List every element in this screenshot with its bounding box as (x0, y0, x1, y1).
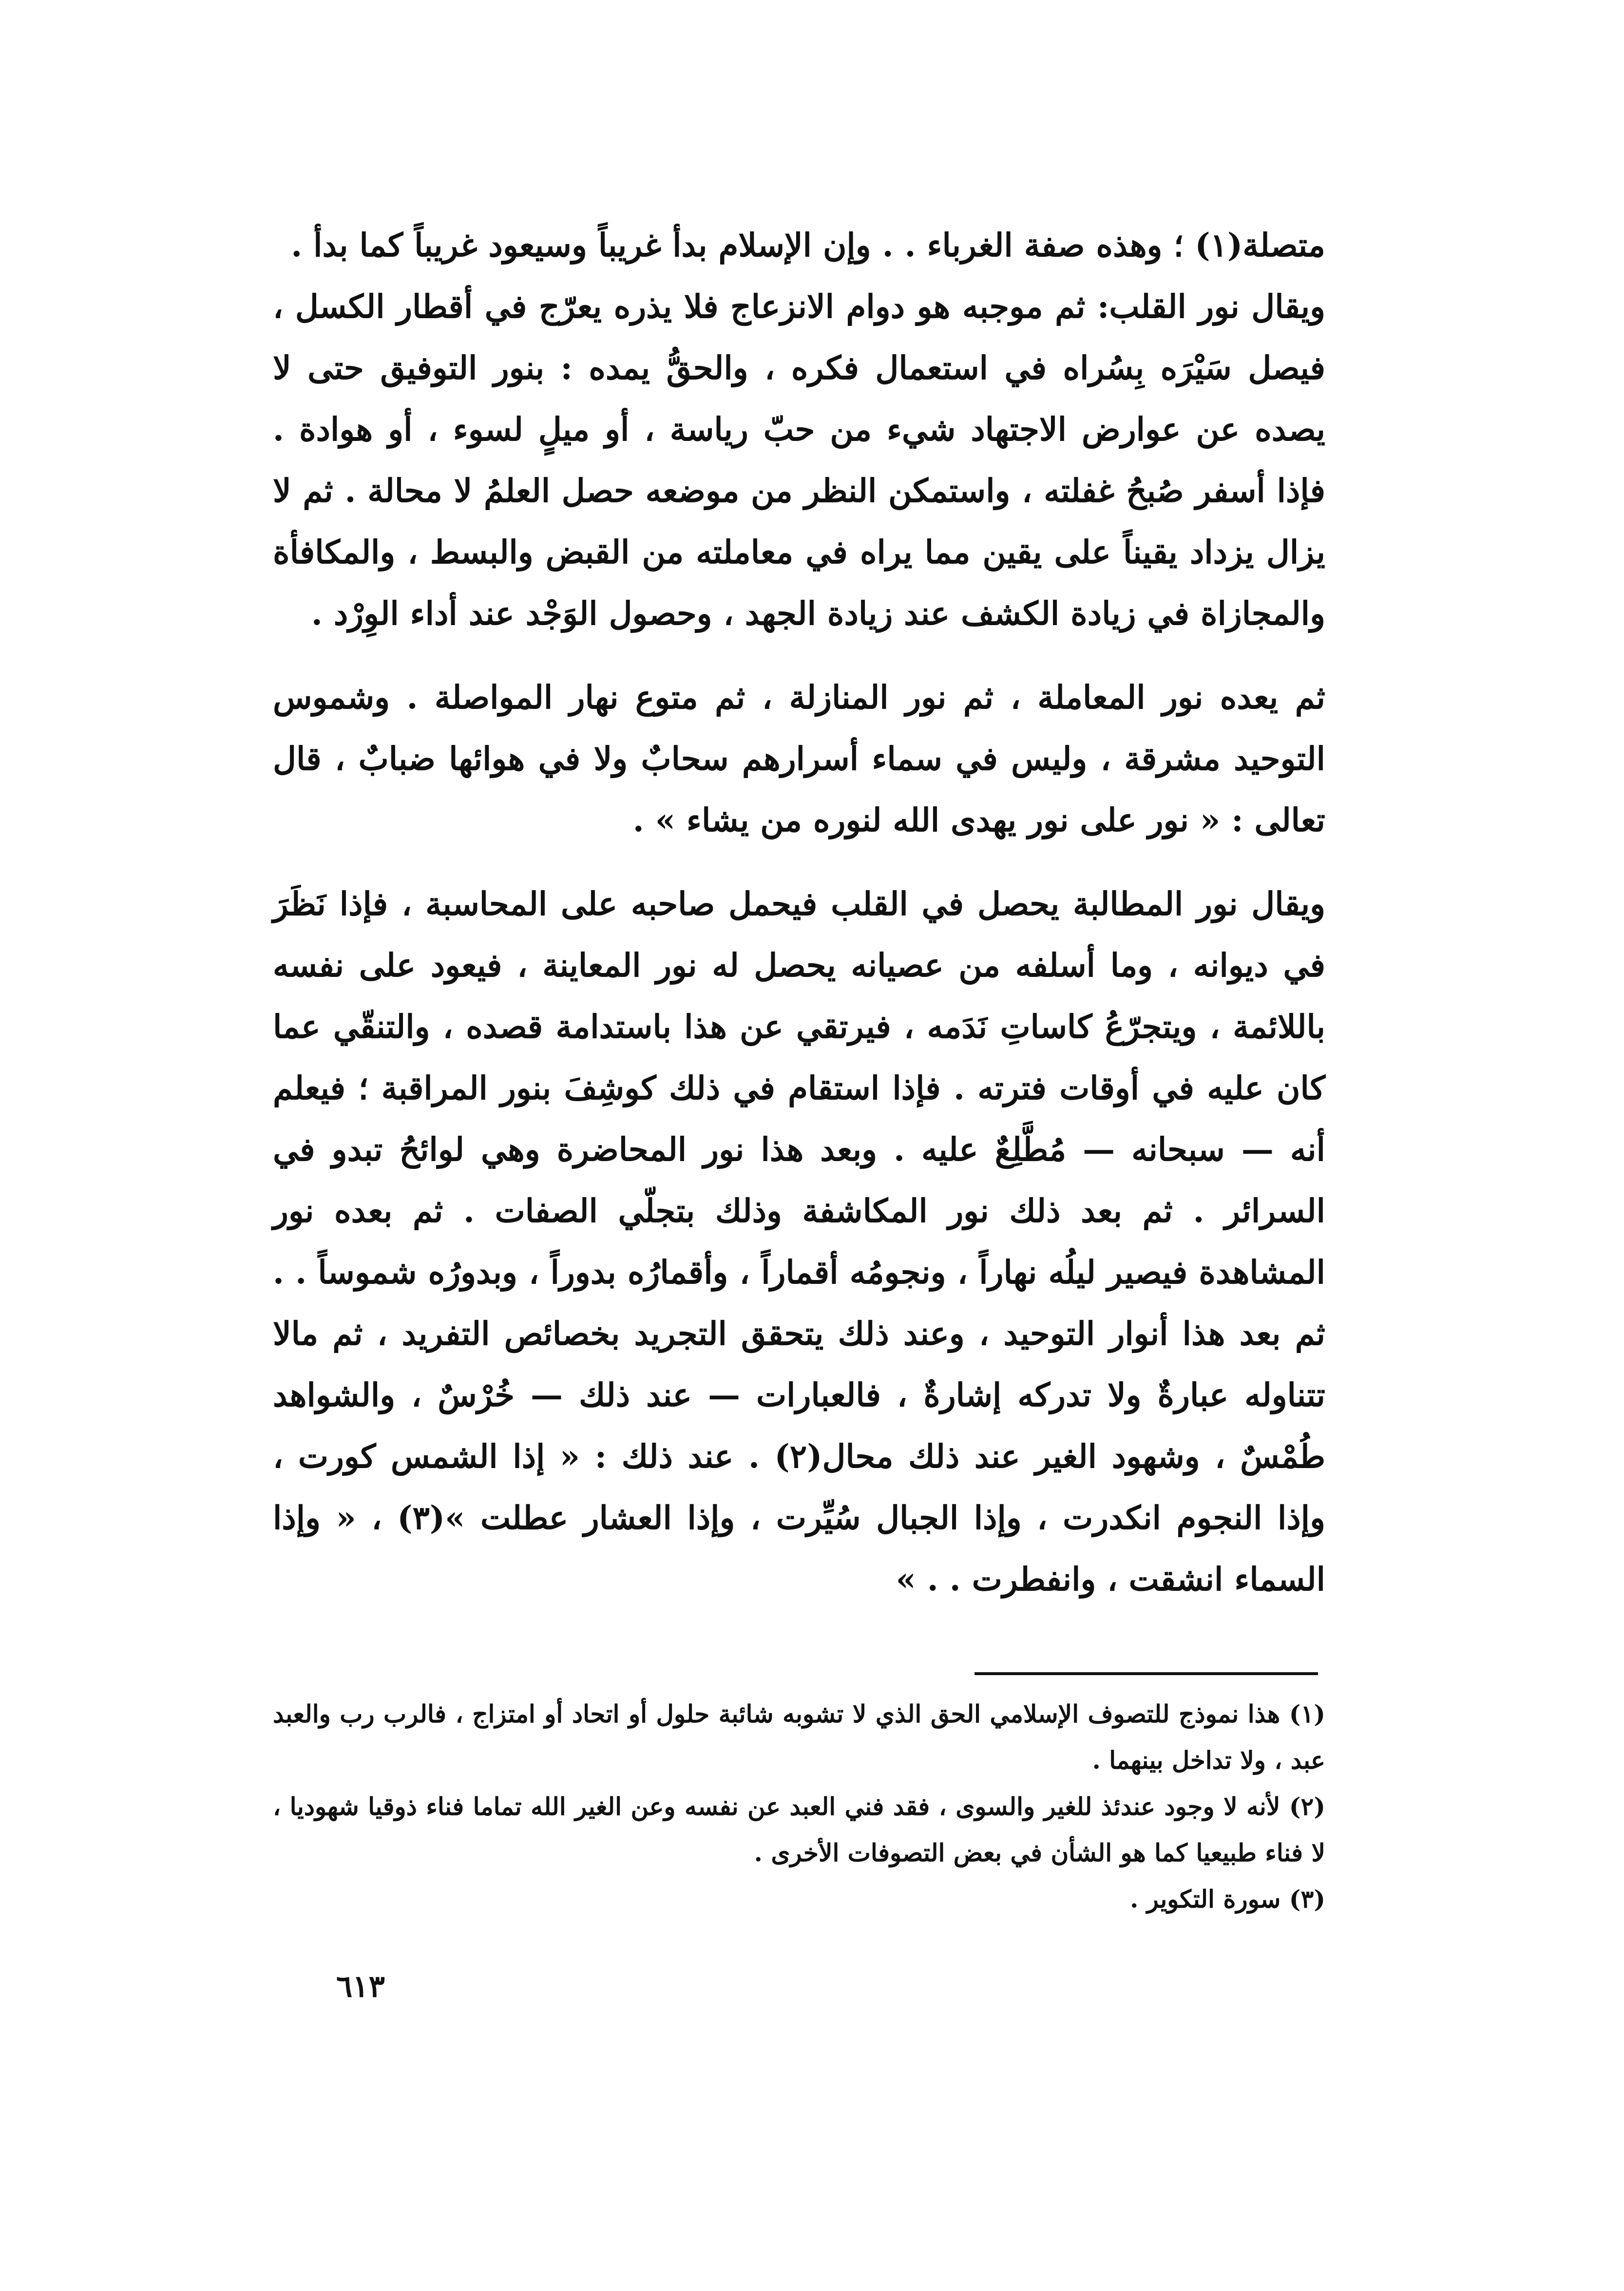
paragraph-1: متصلة(١) ؛ وهذه صفة الغرباء . . وإن الإسلام بدأ غريباً وسيعود غريباً كما بدأ . (291, 226, 1325, 264)
footnote-divider (974, 1672, 1318, 1675)
footnote-1: (١) هذا نموذج للتصوف الإسلامي الحق الذي لا تشوبه شائبة حلول أو اتحاد أو امتزاج ، فالرب رب والعبد عبد ، ولا تداخل بينهما . (273, 1699, 1325, 1775)
footnote-3: (٣) سورة التكوير . (1129, 1885, 1325, 1913)
footnotes (273, 1691, 1325, 1922)
paragraph-3: ثم يعده نور المعاملة ، ثم نور المنازلة ، ثم متوع نهار المواصلة . وشموس التوحيد مشرقة ، وليس في سماء أسرارهم سحابٌ ولا في هوائها ضبابٌ ، قال تعالى : « نور على نور يهدى الله لنوره من يشاء » . (273, 678, 1325, 839)
page-number: ٦١٣ (336, 1968, 385, 2004)
footnote-2: (٢) لأنه لا وجود عندئذ للغير والسوى ، فقد فني العبد عن نفسه وعن الغير الله تماما فناء ذوقيا شهوديا ، لا فناء طبيعيا كما هو الشأن في بعض التصوفات الأخرى . (273, 1792, 1325, 1867)
main-text (273, 214, 1325, 1610)
paragraph-2: ويقال نور القلب: ثم موجبه هو دوام الانزعاج فلا يذره يعرّج في أقطار الكسل ، فيصل سَيْرَه بِسُراه في استعمال فكره ، والحقُّ يمده : بنور التوفيق حتى لا يصده عن عوارض الاجتهاد شيء من حبّ رياسة ، أو ميلٍ لسوء ، أو هوادة . فإذا أسفر صُبحُ غفلته ، واستمكن النظر من موضعه حصل العلمُ لا محالة . ثم لا يزال يزداد يقيناً على يقين مما يراه في معاملته من القبض والبسط ، والمكافأة والمجازاة في زيادة الكشف عند زيادة الجهد ، وحصول الوَجْد عند أداء الوِرْد . (273, 287, 1325, 632)
paragraph-4: ويقال نور المطالبة يحصل في القلب فيحمل صاحبه على المحاسبة ، فإذا نَظَرَ في ديوانه ، وما أسلفه من عصيانه يحصل له نور المعاينة ، فيعود على نفسه باللائمة ، ويتجرّعُ كاساتِ نَدَمه ، فيرتقي عن هذا باستدامة قصده ، والتنقّي عما كان عليه في أوقات فترته . فإذا استقام في ذلك كوشِفَ بنور المراقبة ؛ فيعلم أنه — سبحانه — مُطَّلِعٌ عليه . وبعد هذا نور المحاضرة وهي لوائحُ تبدو في السرائر . ثم بعد ذلك نور المكاشفة وذلك بتجلّي الصفات . ثم بعده نور المشاهدة فيصير ليلُه نهاراً ، ونجومُه أقماراً ، وأقمارُه بدوراً ، وبدورُه شموساً . . ثم بعد هذا أنوار التوحيد ، وعند ذلك يتحقق التجريد بخصائص التفريد ، ثم مالا تتناوله عبارةٌ ولا تدركه إشارةٌ ، فالعبارات — عند ذلك — خُرْسٌ ، والشواهد طُمْسٌ ، وشهود الغير عند ذلك محال(٢) . عند ذلك : « إذا الشمس كورت ، وإذا النجوم انكدرت ، وإذا الجبال سُيِّرت ، وإذا العشار عطلت »(٣) ، « وإذا السماء انشقت ، وانفطرت . . » (273, 885, 1325, 1598)
